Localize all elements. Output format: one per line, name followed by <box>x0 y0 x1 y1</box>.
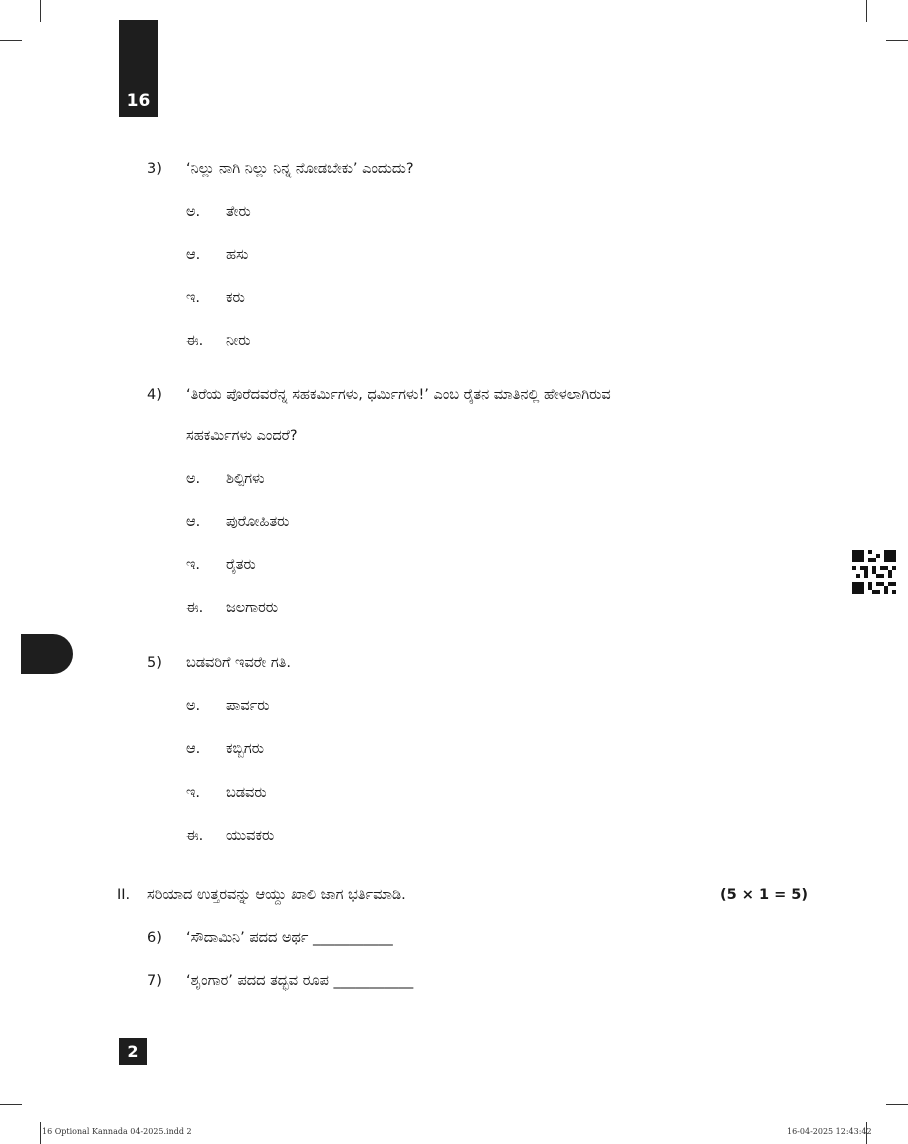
crop-mark <box>0 40 22 41</box>
section-instruction: ಸರಿಯಾದ ಉತ್ತರವನ್ನು ಆಯ್ದು ಖಾಲಿ ಜಾಗ ಭರ್ತಿಮಾಡಿ. <box>147 887 406 903</box>
option-letter: ಈ. <box>186 600 204 616</box>
option-text: ಯುವಕರು <box>226 828 275 844</box>
option-letter: ಇ. <box>186 557 201 573</box>
question-text: ‘ನಿಲ್ಲು ನಾಗಿ ನಿಲ್ಲು ನಿನ್ನ ನೋಡಬೇಕು’ ಎಂದುದು? <box>186 161 414 177</box>
option-letter: ಆ. <box>186 514 201 530</box>
option-text: ಪುರೋಹಿತರು <box>226 514 290 530</box>
option-letter: ಈ. <box>186 333 204 349</box>
question-number: 4) <box>147 387 162 403</box>
option-text: ಜಲಗಾರರು <box>226 600 279 616</box>
crop-mark <box>0 1104 22 1105</box>
question-text: ಬಡವರಿಗೆ ಇವರೇ ಗತಿ. <box>186 655 291 671</box>
option-text: ಬಡವರು <box>226 785 267 801</box>
section-number: II. <box>117 887 131 903</box>
question-number: 6) <box>147 930 162 946</box>
question-number: 3) <box>147 161 162 177</box>
fill-blank-question: ‘ಶೃಂಗಾರ’ ಪದದ ತದ್ಭವ ರೂಪ ___________ <box>186 973 414 989</box>
fill-blank-question: ‘ಸೌದಾಮಿನಿ’ ಪದದ ಅರ್ಥ ___________ <box>186 930 393 946</box>
print-slug-date: 16-04-2025 12:43:42 <box>787 1127 872 1136</box>
section-page-tab <box>119 20 158 117</box>
crop-mark <box>886 40 908 41</box>
side-thumb-tab <box>21 634 73 674</box>
print-slug-file: 16 Optional Kannada 04-2025.indd 2 <box>42 1127 192 1136</box>
crop-mark <box>40 1122 41 1144</box>
question-number: 7) <box>147 973 162 989</box>
section-marks: (5 × 1 = 5) <box>720 887 809 903</box>
option-letter: ಈ. <box>186 828 204 844</box>
crop-mark <box>886 1104 908 1105</box>
question-number: 5) <box>147 655 162 671</box>
option-text: ರೈತರು <box>226 557 256 573</box>
option-letter: ಅ. <box>186 471 201 487</box>
qr-code-icon <box>852 550 896 594</box>
page-number: 2 <box>119 1038 147 1065</box>
option-text: ಕಬ್ಬಿಗರು <box>226 741 265 757</box>
option-letter: ಆ. <box>186 247 201 263</box>
crop-mark <box>40 0 41 22</box>
question-text-continued: ಸಹಕರ್ಮಿಗಳು ಎಂದರೆ? <box>186 428 298 444</box>
option-text: ಪಾರ್ವರು <box>226 698 270 714</box>
option-letter: ಇ. <box>186 785 201 801</box>
option-letter: ಅ. <box>186 698 201 714</box>
crop-mark <box>866 0 867 22</box>
option-letter: ಆ. <box>186 741 201 757</box>
option-text: ಶಿಲ್ಪಿಗಳು <box>226 471 265 487</box>
question-text: ‘ತಿರೆಯ ಪೊರೆದವರೆನ್ನ ಸಹಕರ್ಮಿಗಳು, ಧರ್ಮಿಗಳು!’ ಎಂಬ ರೈತನ ಮಾತಿನಲ್ಲಿ ಹೇಳಲಾಗಿರುವ <box>186 387 611 403</box>
option-letter: ಇ. <box>186 290 201 306</box>
option-text: ಹಸು <box>226 247 249 263</box>
option-letter: ಅ. <box>186 204 201 220</box>
option-text: ತೇರು <box>226 204 251 220</box>
section-page-tab-label: 16 <box>126 91 151 111</box>
option-text: ನೀರು <box>226 333 251 349</box>
option-text: ಕರು <box>226 290 245 306</box>
